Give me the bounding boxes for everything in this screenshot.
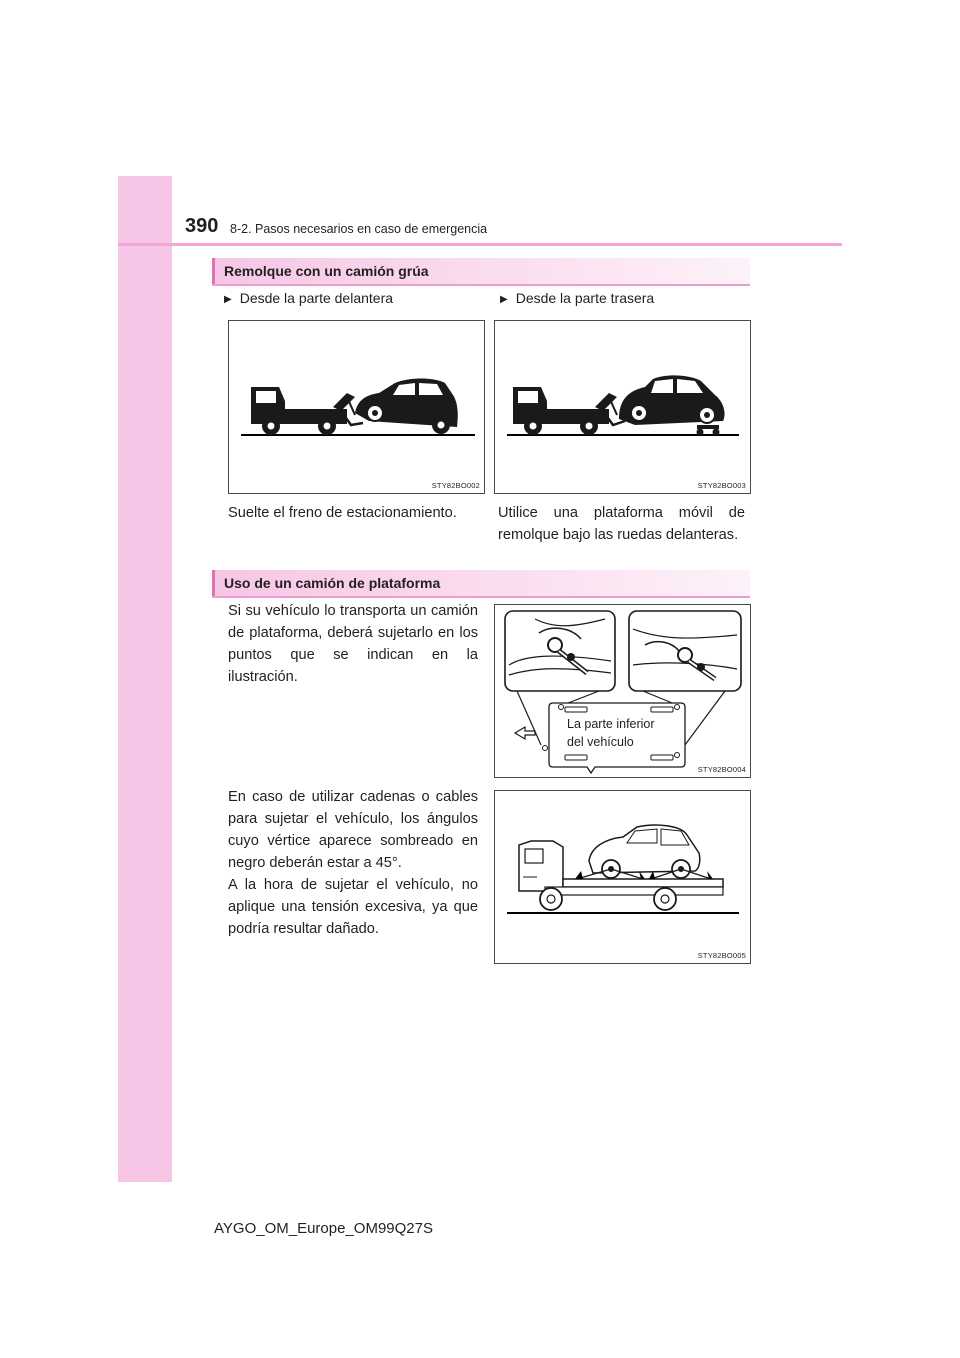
- caption-rear: Utilice una plataforma móvil de remolque bajo las ruedas delanteras.: [498, 505, 745, 543]
- triangle-bullet-icon: ▶: [224, 294, 232, 305]
- paragraph-chain-angles: En caso de utilizar cadenas o cables para sujetar el vehículo, los ángulos cuyo vértice aparece sombreado en negro deberán estar a 45°.: [228, 789, 478, 871]
- header-rule: [118, 243, 842, 246]
- subheading-front-text: Desde la parte delantera: [239, 290, 394, 306]
- callout-line-1: La parte inferior: [567, 717, 655, 731]
- figure-code: STY82BO003: [697, 481, 746, 490]
- figure-tie-down-points: [494, 604, 751, 778]
- paragraph-flatbed-intro: Si su vehículo lo transporta un camión de plataforma, deberá sujetarlo en los puntos que se indican en la ilustración.: [228, 603, 478, 685]
- subheading-rear: [500, 290, 654, 306]
- figure-code: STY82BO004: [697, 765, 746, 774]
- footer-doc-id: AYGO_OM_Europe_OM99Q27S: [214, 1220, 433, 1237]
- paragraph-tension-warning: A la hora de sujetar el vehículo, no aplique una tensión excesiva, ya que podría resultar dañado.: [228, 877, 478, 937]
- section-title-tow-truck: [212, 258, 750, 286]
- tie-down-illustration: [495, 605, 750, 777]
- caption-front: Suelte el freno de estacionamiento.: [228, 505, 457, 521]
- section-header: 8-2. Pasos necesarios en caso de emergencia: [230, 222, 488, 236]
- tow-truck-rear-illustration: [495, 321, 750, 493]
- section-title-text: Remolque con un camión grúa: [224, 263, 429, 279]
- figure-tow-front: [228, 320, 485, 494]
- section-title-text: Uso de un camión de plataforma: [224, 575, 441, 591]
- figure-flatbed-truck: [494, 790, 751, 964]
- figure-tow-rear: [494, 320, 751, 494]
- subheading-front: [224, 290, 393, 306]
- callout-line-2: del vehículo: [567, 735, 634, 749]
- side-tab-bar: [118, 176, 172, 1182]
- triangle-bullet-icon: ▶: [500, 294, 508, 305]
- tow-truck-front-illustration: [229, 321, 484, 493]
- subheading-rear-text: Desde la parte trasera: [515, 290, 655, 306]
- figure-code: STY82BO005: [697, 951, 746, 960]
- figure-code: STY82BO002: [431, 481, 480, 490]
- callout-label: [567, 715, 655, 751]
- section-title-flatbed: [212, 570, 750, 598]
- page-number: 390: [185, 215, 219, 237]
- flatbed-truck-illustration: [495, 791, 750, 963]
